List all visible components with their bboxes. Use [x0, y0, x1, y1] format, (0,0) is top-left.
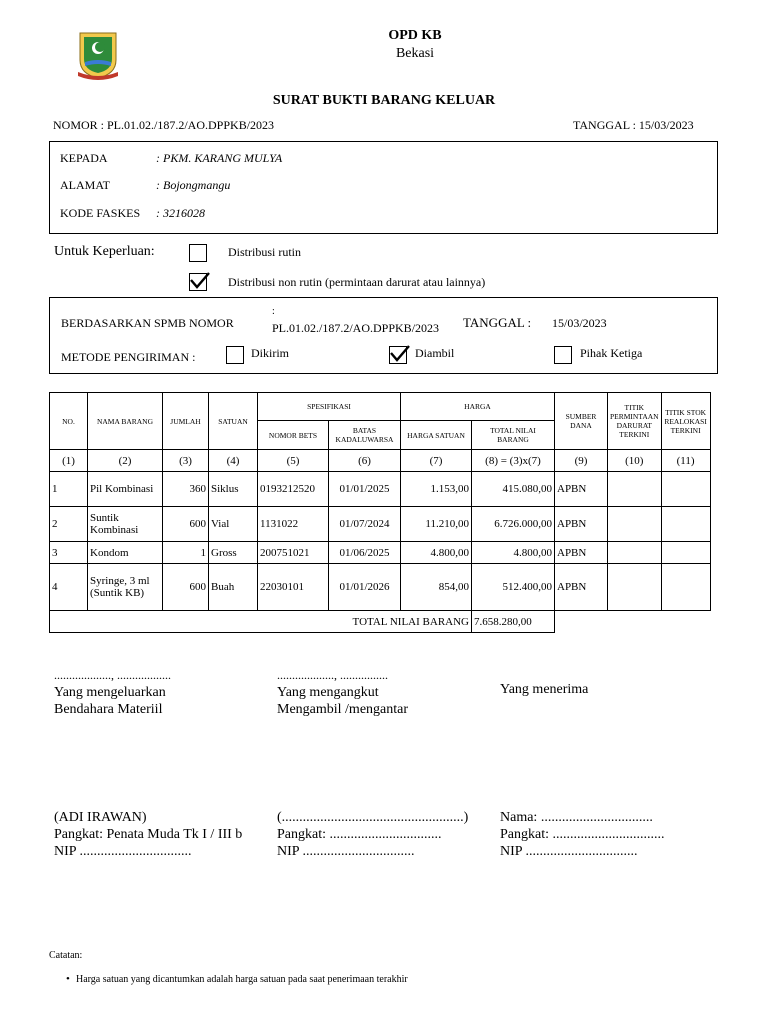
metode-label: METODE PENGIRIMAN : — [61, 350, 196, 364]
role-primary: Yang menerima — [500, 682, 589, 697]
checkbox-diambil[interactable] — [389, 346, 407, 364]
cell-exp: 01/06/2025 — [329, 542, 401, 564]
col-header-batas: BATAS KADALUWARSA — [329, 421, 401, 450]
spmb-label: BERDASARKAN SPMB NOMOR — [61, 316, 234, 330]
document-title: SURAT BUKTI BARANG KELUAR — [272, 93, 496, 108]
cell-bets: 0193212520 — [258, 472, 329, 507]
role-secondary: Bendahara Materiil — [54, 702, 163, 717]
signer-pangkat: Pangkat: ................................ — [500, 827, 665, 842]
cell-harga: 1.153,00 — [401, 472, 472, 507]
option-distribusi-non-rutin: Distribusi non rutin (permintaan darurat atau lainnya) — [228, 275, 486, 289]
cell-titik-permintaan — [608, 542, 662, 564]
role-secondary: Mengambil /mengantar — [277, 702, 409, 717]
cell-jumlah: 360 — [163, 472, 209, 507]
col-header-jumlah: JUMLAH — [163, 393, 209, 450]
signature-middle — [277, 667, 408, 718]
kode-faskes-label: KODE FASKES — [60, 206, 141, 220]
cell-titik-permintaan — [608, 564, 662, 611]
col-number: (2) — [88, 450, 163, 472]
cell-jumlah: 600 — [163, 564, 209, 611]
cell-exp: 01/07/2024 — [329, 507, 401, 542]
check-icon — [189, 270, 211, 292]
cell-satuan: Siklus — [209, 472, 258, 507]
table-row — [50, 472, 711, 507]
cell-jumlah: 600 — [163, 507, 209, 542]
option-pihak-ketiga: Pihak Ketiga — [580, 346, 643, 360]
checkbox-dikirim[interactable] — [226, 346, 244, 364]
agency-city: Bekasi — [395, 46, 435, 61]
cell-no: 3 — [50, 542, 88, 564]
cell-harga: 4.800,00 — [401, 542, 472, 564]
checkbox-pihak-ketiga[interactable] — [554, 346, 572, 364]
col-header-harga-satuan: HARGA SATUAN — [401, 421, 472, 450]
alamat-label: ALAMAT — [60, 178, 110, 192]
alamat-row — [60, 178, 230, 193]
col-header-total-nilai: TOTAL NILAI BARANG — [472, 421, 555, 450]
items-table — [49, 392, 711, 633]
col-header-titik-permintaan: TITIK PERMINTAAN DARURAT TERKINI — [608, 393, 662, 450]
cell-total: 6.726.000,00 — [472, 507, 555, 542]
cell-satuan: Buah — [209, 564, 258, 611]
checkbox-distribusi-non-rutin[interactable] — [189, 273, 207, 291]
cell-satuan: Vial — [209, 507, 258, 542]
cell-titik-stok — [661, 507, 710, 542]
check-icon — [389, 343, 411, 365]
role-primary: Yang mengangkut — [277, 685, 379, 700]
signer-name: (....................................................) — [277, 810, 469, 825]
total-empty — [555, 611, 711, 633]
option-distribusi-rutin: Distribusi rutin — [228, 245, 302, 259]
col-header-sumber: SUMBER DANA — [555, 393, 608, 450]
cell-bets: 22030101 — [258, 564, 329, 611]
role-primary: Yang mengeluarkan — [54, 685, 166, 700]
col-number: (8) = (3)x(7) — [472, 450, 555, 472]
spmb-colon: : — [272, 306, 275, 317]
cell-sumber: APBN — [555, 472, 608, 507]
cell-jumlah: 1 — [163, 542, 209, 564]
document-number: NOMOR : PL.01.02./187.2/AO.DPPKB/2023 — [53, 118, 275, 132]
signer-pangkat: Pangkat: ................................ — [277, 827, 442, 842]
option-diambil: Diambil — [415, 346, 455, 360]
col-header-nomor-bets: NOMOR BETS — [258, 421, 329, 450]
kode-faskes-value: : 3216028 — [156, 206, 205, 220]
cell-harga: 11.210,00 — [401, 507, 472, 542]
col-number: (11) — [661, 450, 710, 472]
col-number: (7) — [401, 450, 472, 472]
keperluan-label: Untuk Keperluan: — [54, 244, 155, 259]
kode-faskes-row — [60, 206, 205, 221]
note-item: • Harga satuan yang dicantumkan adalah harga satuan pada saat penerimaan terakhir — [76, 974, 408, 985]
signer-nip: NIP ................................ — [500, 844, 638, 859]
kepada-value: : PKM. KARANG MULYA — [156, 151, 283, 165]
col-header-satuan: SATUAN — [209, 393, 258, 450]
checkbox-distribusi-rutin[interactable] — [189, 244, 207, 262]
signer-middle — [277, 809, 468, 860]
col-number: (9) — [555, 450, 608, 472]
col-number: (10) — [608, 450, 662, 472]
agency-title: OPD KB — [388, 28, 442, 43]
signature-left — [54, 667, 171, 718]
recipient-box — [49, 141, 718, 234]
table-row — [50, 564, 711, 611]
cell-titik-stok — [661, 542, 710, 564]
table-row — [50, 507, 711, 542]
kepada-label: KEPADA — [60, 151, 108, 165]
cell-titik-permintaan — [608, 472, 662, 507]
cell-bets: 200751021 — [258, 542, 329, 564]
cell-sumber: APBN — [555, 542, 608, 564]
cell-titik-stok — [661, 564, 710, 611]
signer-pangkat: Pangkat: Penata Muda Tk I / III b — [54, 827, 243, 842]
spmb-box — [49, 297, 718, 374]
cell-titik-permintaan — [608, 507, 662, 542]
spmb-date-label: TANGGAL : — [463, 315, 532, 330]
col-number: (5) — [258, 450, 329, 472]
cell-satuan: Gross — [209, 542, 258, 564]
cell-harga: 854,00 — [401, 564, 472, 611]
cell-exp: 01/01/2026 — [329, 564, 401, 611]
signer-left — [54, 809, 242, 860]
option-dikirim: Dikirim — [251, 346, 289, 360]
cell-sumber: APBN — [555, 507, 608, 542]
cell-total: 512.400,00 — [472, 564, 555, 611]
signature-right — [500, 681, 588, 698]
signer-right — [500, 809, 665, 860]
cell-no: 4 — [50, 564, 88, 611]
spmb-date-value: 15/03/2023 — [552, 316, 607, 330]
cell-no: 1 — [50, 472, 88, 507]
place-date: ..................., ................ — [277, 668, 388, 682]
table-header-row — [50, 393, 711, 421]
cell-nama: Pil Kombinasi — [88, 472, 163, 507]
col-number: (6) — [329, 450, 401, 472]
place-date: ..................., .................. — [54, 668, 171, 682]
signer-nip: NIP ................................ — [277, 844, 415, 859]
col-number: (3) — [163, 450, 209, 472]
spmb-number: PL.01.02./187.2/AO.DPPKB/2023 — [272, 321, 440, 335]
cell-titik-stok — [661, 472, 710, 507]
total-value: 7.658.280,00 — [472, 611, 555, 633]
document-date: TANGGAL : 15/03/2023 — [573, 118, 694, 132]
cell-nama: Kondom — [88, 542, 163, 564]
alamat-value: : Bojongmangu — [156, 178, 231, 192]
cell-no: 2 — [50, 507, 88, 542]
cell-total: 4.800,00 — [472, 542, 555, 564]
cell-bets: 1131022 — [258, 507, 329, 542]
signer-name: (ADI IRAWAN) — [54, 810, 147, 825]
col-number: (1) — [50, 450, 88, 472]
total-label: TOTAL NILAI BARANG — [50, 611, 472, 633]
total-row — [50, 611, 711, 633]
signer-name: Nama: ................................ — [500, 810, 653, 825]
cell-nama: Suntik Kombinasi — [88, 507, 163, 542]
col-header-nama: NAMA BARANG — [88, 393, 163, 450]
col-header-no: NO. — [50, 393, 88, 450]
col-header-spesifikasi: SPESIFIKASI — [258, 393, 401, 421]
col-header-titik-stok: TITIK STOK REALOKASI TERKINI — [661, 393, 710, 450]
table-row — [50, 542, 711, 564]
col-header-harga: HARGA — [401, 393, 555, 421]
col-number: (4) — [209, 450, 258, 472]
cell-nama: Syringe, 3 ml (Suntik KB) — [88, 564, 163, 611]
cell-total: 415.080,00 — [472, 472, 555, 507]
cell-sumber: APBN — [555, 564, 608, 611]
signer-nip: NIP ................................ — [54, 844, 192, 859]
cell-exp: 01/01/2025 — [329, 472, 401, 507]
column-number-row — [50, 450, 711, 472]
notes-label: Catatan: — [49, 950, 83, 961]
kepada-row — [60, 151, 282, 166]
